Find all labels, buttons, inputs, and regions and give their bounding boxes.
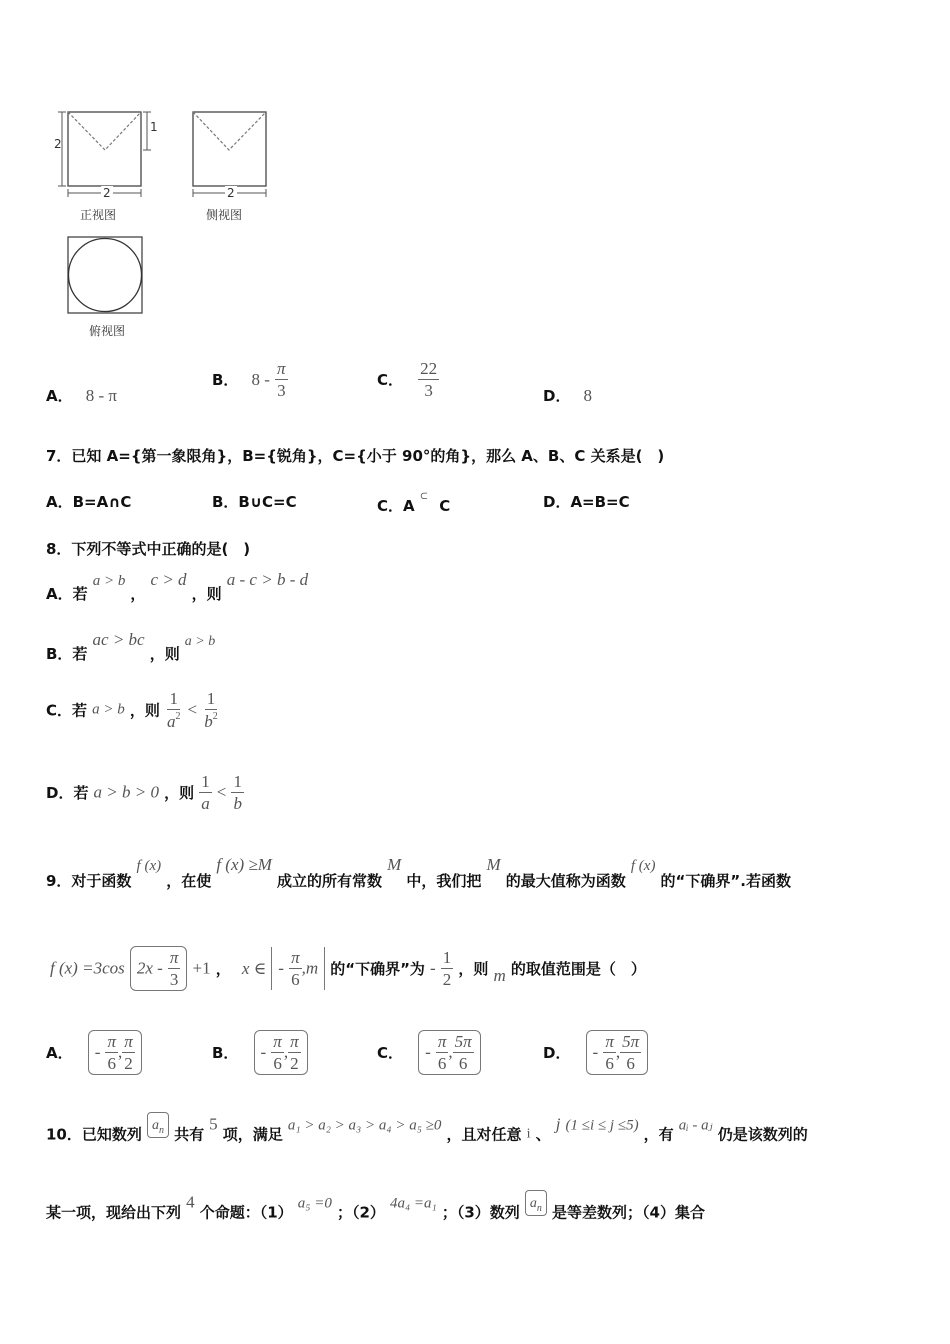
q7-option-b[interactable]: B．B∪C=C xyxy=(212,493,297,511)
q6-option-b[interactable]: B． 8 - $\frac{\pi}{3}$ xyxy=(212,359,286,400)
side-view xyxy=(193,112,266,197)
q9-stem-line2: f (x) =3cos 2x - $\frac{\pi}{3}$ +1 ， x ∈ - $\frac{\pi}{6}$ ,m 的“下确界”为 - $\frac{1}{2}$ ，则 m 的取值范围是（ ） xyxy=(50,948,646,989)
dim-width-front: 2 xyxy=(103,186,111,200)
side-view-label: 侧视图 xyxy=(206,208,243,222)
dim-width-side: 2 xyxy=(227,186,235,200)
q8-option-c[interactable]: C．若 a > b ，则 $\frac{1}{a^2}$ < $\frac{1}{b^2}$ xyxy=(46,689,218,731)
subset-symbol: ⊂ xyxy=(419,491,429,502)
q7-option-c[interactable]: C．A ⊂ C xyxy=(377,491,451,515)
q7-stem: 7．已知 A={第一象限角}，B={锐角}，C={小于 90°的角}，那么 A、B、C 关系是( ) xyxy=(46,447,665,465)
top-view-label: 俯视图 xyxy=(89,324,126,338)
q8-option-d[interactable]: D．若 a > b > 0 ，则 $\frac{1}{a}$ < $\frac{1}{b}$ xyxy=(46,772,242,813)
q8-option-a[interactable]: A．若 a > b ， c > d ，则 a - c > b - d xyxy=(46,570,309,603)
front-view-label: 正视图 xyxy=(80,208,117,222)
q6-option-d[interactable]: D． 8 xyxy=(543,386,593,405)
q9-option-c[interactable]: C． - $\frac{\pi}{6}$ , $\frac{5\pi}{6}$ xyxy=(377,1030,481,1075)
q9-stem-line1: 9．对于函数 f (x) ，在使 f (x) ≥M 成立的所有常数 M 中，我们把 M 的最大值称为函数 f (x) 的“下确界”.若函数 xyxy=(46,855,791,890)
q8-stem: 8．下列不等式中正确的是( ) xyxy=(46,540,251,558)
q9-option-a[interactable]: A． - $\frac{\pi}{6}$ , $\frac{\pi}{2}$ xyxy=(46,1030,142,1075)
q10-stem-line2: 某一项，现给出下列 4 个命题：（1） a₅ =0 ；（2） 4a₄ =a₁ ；（3）数列 $a_n$ 是等差数列；（4）集合 xyxy=(46,1190,705,1223)
q9-option-d[interactable]: D． - $\frac{\pi}{6}$ , $\frac{5\pi}{6}$ xyxy=(543,1030,648,1075)
dim-depth: 1 xyxy=(150,120,158,134)
q7-option-d[interactable]: D．A=B=C xyxy=(543,493,630,511)
q10-stem-line1: 10．已知数列 $a_n$ 共有 5 项，满足 a₁ > a₂ > a₃ > a₄ > a₅ ≥0 ，且对任意 i 、 j (1 ≤i ≤ j ≤5) ，有 aᵢ - aⱼ 仍是该数列的 xyxy=(46,1112,808,1145)
q8-option-b[interactable]: B．若 ac > bc ，则 a > b xyxy=(46,630,216,663)
top-view xyxy=(68,237,142,313)
q7-option-a[interactable]: A．B=A∩C xyxy=(46,493,132,511)
q9-option-b[interactable]: B． - $\frac{\pi}{6}$ , $\frac{\pi}{2}$ xyxy=(212,1030,308,1075)
q6-option-a[interactable]: A． 8 - π xyxy=(46,386,117,405)
q6-option-c[interactable]: C． $\frac{22}{3}$ xyxy=(377,359,438,400)
front-view xyxy=(58,112,151,197)
dim-height: 2 xyxy=(54,137,62,151)
q6-option-a-expr: 8 - π xyxy=(85,386,117,405)
